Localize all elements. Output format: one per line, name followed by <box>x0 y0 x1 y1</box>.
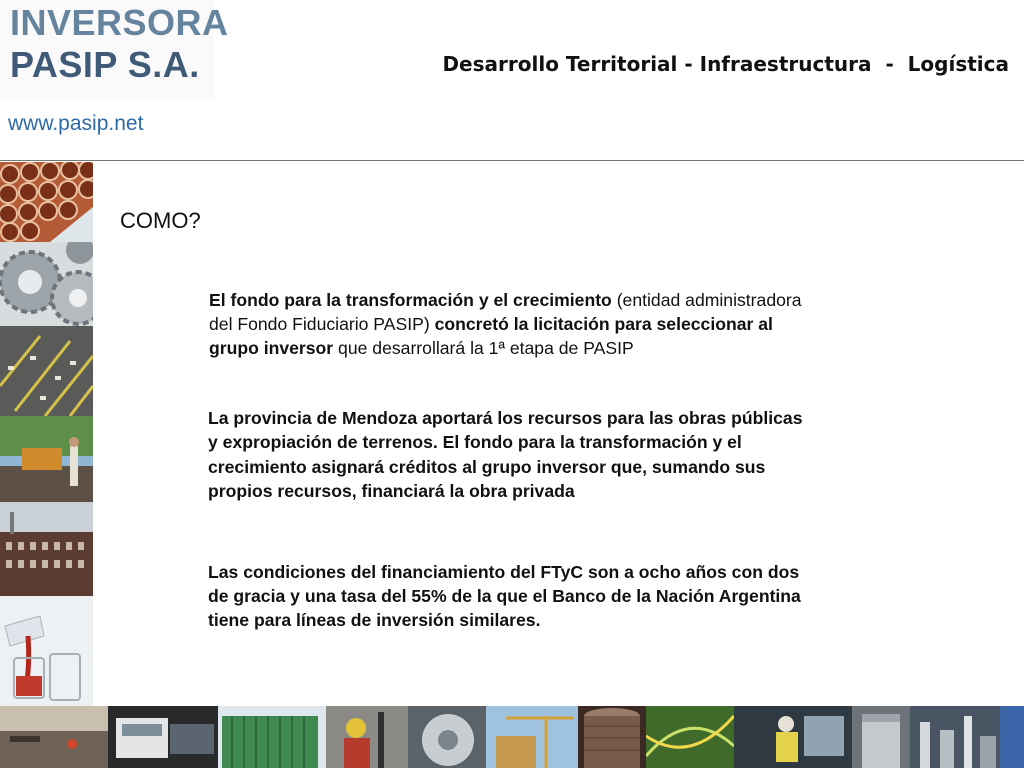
warehouse-aerial-photo <box>0 326 93 416</box>
p1-bold-2: concretó la licitación para seleccionar al grupo inversor <box>209 314 773 358</box>
crane-photo <box>486 706 578 768</box>
paragraph-condiciones: Las condiciones del financiamiento del FTyC son a ocho años con dos de gracia y una tasa del 55% de la que el Banco de la Nación Argentina tiene para líneas de inversión similares. <box>208 562 801 630</box>
silo-photo <box>578 706 646 768</box>
paragraph-provincia: La provincia de Mendoza aportará los recursos para las obras públicas y expropiación de terrenos. El fondo para la transformación y el crecimiento asignará créditos al grupo inversor que, sumando sus propios recursos, financiará la obra privada <box>208 408 803 501</box>
website-link[interactable]: www.pasip.net <box>8 112 144 135</box>
logo-text-inversora: INVERSORA <box>10 2 229 43</box>
pipes-photo <box>0 162 93 242</box>
p1-text-1: (entidad administradora del Fondo Fiduciario PASIP) <box>209 290 802 334</box>
truck-photo <box>108 706 218 768</box>
header-title: Desarrollo Territorial - Infraestructura - Logística <box>442 52 1009 76</box>
machinery-photo <box>408 706 486 768</box>
company-logo <box>0 0 229 100</box>
p1-text-2: que desarrollará la 1ª etapa de PASIP <box>333 338 634 358</box>
container-photo <box>218 706 326 768</box>
refinery-photo <box>910 706 1000 768</box>
header-divider <box>0 160 1024 161</box>
p1-bold-1: El fondo para la transformación y el crecimiento <box>209 290 612 310</box>
welder-photo <box>326 706 408 768</box>
port-photo <box>1000 706 1024 768</box>
road-worker-photo <box>0 706 108 768</box>
gears-photo <box>0 242 93 326</box>
lab-glassware-photo <box>0 596 93 708</box>
steel-tank-photo <box>852 706 910 768</box>
logo-text-pasip: PASIP S.A. <box>10 44 200 85</box>
sidebar-image-column <box>0 162 93 708</box>
section-question: COMO? <box>120 208 201 233</box>
construction-worker-photo <box>0 416 93 502</box>
fiber-optic-photo <box>646 706 734 768</box>
technician-photo <box>734 706 852 768</box>
paragraph-licitacion <box>209 288 809 360</box>
bottom-image-strip <box>0 706 1024 768</box>
industrial-building-photo <box>0 502 93 596</box>
